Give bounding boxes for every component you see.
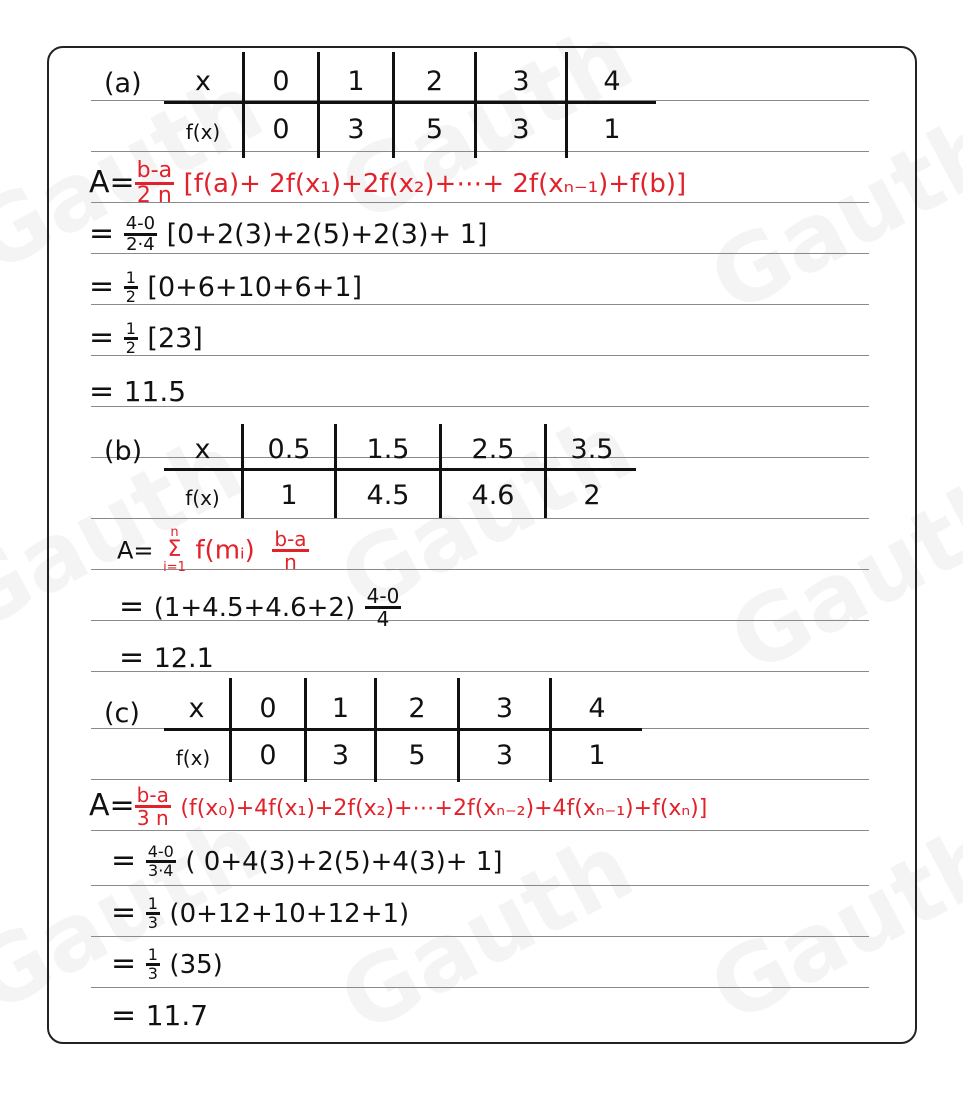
part-a-step-1: = $\frac{4-0}{2\cdot 4}$ [0+2(3)+2(5)+2(3)+ 1] <box>89 213 488 255</box>
table-x-cell: 2.5 <box>471 434 515 465</box>
table-x-cell: 1.5 <box>366 434 410 465</box>
part-c-step-1: = $\frac{4-0}{3\cdot 4}$ ( 0+4(3)+2(5)+4(3)+ 1] <box>111 842 503 880</box>
part-c-result: = 11.7 <box>111 998 209 1033</box>
table-x-cell: 1 <box>347 66 365 97</box>
table-fx-cell: 0 <box>272 114 290 145</box>
table-header-rule <box>164 468 636 471</box>
part-a-step-2: = $\frac{1}{2}$ [0+6+10+6+1] <box>89 268 363 306</box>
table-x-cell: 0.5 <box>267 434 311 465</box>
part-b-label: (b) <box>104 436 143 467</box>
table-row-fx-label: f(x) <box>175 746 211 770</box>
part-a-trapezoid-formula <box>89 160 686 207</box>
formula-fraction: $\frac{b-a}{3 n}$ <box>136 783 169 830</box>
formula-body: f(mᵢ) <box>195 535 255 566</box>
table-header-rule <box>164 728 642 731</box>
table-x-cell: 3.5 <box>570 434 614 465</box>
table-header-x-label: x <box>188 693 205 724</box>
table-header-x-label: x <box>195 66 211 97</box>
ruled-line <box>91 987 869 988</box>
ruled-line <box>91 355 869 356</box>
table-x-cell: 4 <box>588 693 606 724</box>
ruled-line <box>91 936 869 937</box>
table-fx-cell: 3 <box>512 114 530 145</box>
table-fx-cell: 1 <box>603 114 621 145</box>
table-fx-cell: 5 <box>425 114 444 145</box>
table-x-cell: 2 <box>408 693 426 724</box>
ruled-line <box>91 830 869 831</box>
formula-lhs: A= <box>89 165 135 200</box>
part-a-step-3: = $\frac{1}{2}$ [23] <box>89 319 203 357</box>
table-fx-cell: 4.6 <box>471 480 515 511</box>
formula-lhs: A= <box>89 788 135 823</box>
formula-lhs: A= <box>117 536 154 565</box>
formula-fraction: $\frac{b-a}{n}$ <box>274 526 307 574</box>
part-c-simpson-formula <box>89 785 707 828</box>
part-c-step-2: = $\frac{1}{3}$ (0+12+10+12+1) <box>111 894 410 932</box>
formula-body: (f(x₀)+4f(x₁)+2f(x₂)+⋯+2f(xₙ₋₂)+4f(xₙ₋₁)+f(xₙ)] <box>180 796 708 821</box>
table-x-cell: 4 <box>603 66 621 97</box>
table-x-cell: 3 <box>512 66 530 97</box>
part-b-midpoint-formula <box>117 526 309 574</box>
table-fx-cell: 3 <box>331 740 350 771</box>
table-fx-cell: 1 <box>588 740 606 771</box>
table-row-fx-label: f(x) <box>185 120 221 144</box>
table-fx-cell: 0 <box>259 740 277 771</box>
part-a-result: = 11.5 <box>89 374 187 409</box>
part-c-label: (c) <box>104 698 140 729</box>
table-x-cell: 0 <box>259 693 277 724</box>
table-x-cell: 3 <box>495 693 514 724</box>
part-b-result: = 12.1 <box>119 640 214 675</box>
table-x-cell: 1 <box>331 693 350 724</box>
table-fx-cell: 5 <box>408 740 426 771</box>
ruled-line <box>91 779 869 780</box>
ruled-line <box>91 151 869 152</box>
table-fx-cell: 3 <box>347 114 365 145</box>
table-fx-cell: 3 <box>495 740 514 771</box>
part-a-label: (a) <box>104 68 142 99</box>
table-x-cell: 0 <box>272 66 290 97</box>
formula-fraction: $\frac{b-a}{2 n}$ <box>136 158 173 208</box>
table-header-rule <box>164 101 656 104</box>
table-fx-cell: 1 <box>280 480 298 511</box>
notebook-card <box>47 46 917 1044</box>
table-fx-cell: 4.5 <box>366 480 410 511</box>
table-x-cell: 2 <box>425 66 444 97</box>
part-b-step-1: = (1+4.5+4.6+2) $\frac{4-0}{4}$ <box>119 584 400 631</box>
ruled-line <box>91 406 869 407</box>
summation-symbol: n Σ i=1 <box>163 525 186 575</box>
table-header-x-label: x <box>194 434 211 465</box>
part-c-step-3: = $\frac{1}{3}$ (35) <box>111 945 223 983</box>
formula-body: [f(a)+ 2f(x₁)+2f(x₂)+⋯+ 2f(xₙ₋₁)+f(b)] <box>183 169 687 199</box>
ruled-line <box>91 518 869 519</box>
ruled-line <box>91 885 869 886</box>
table-row-fx-label: f(x) <box>185 486 220 510</box>
table-fx-cell: 2 <box>583 480 601 511</box>
